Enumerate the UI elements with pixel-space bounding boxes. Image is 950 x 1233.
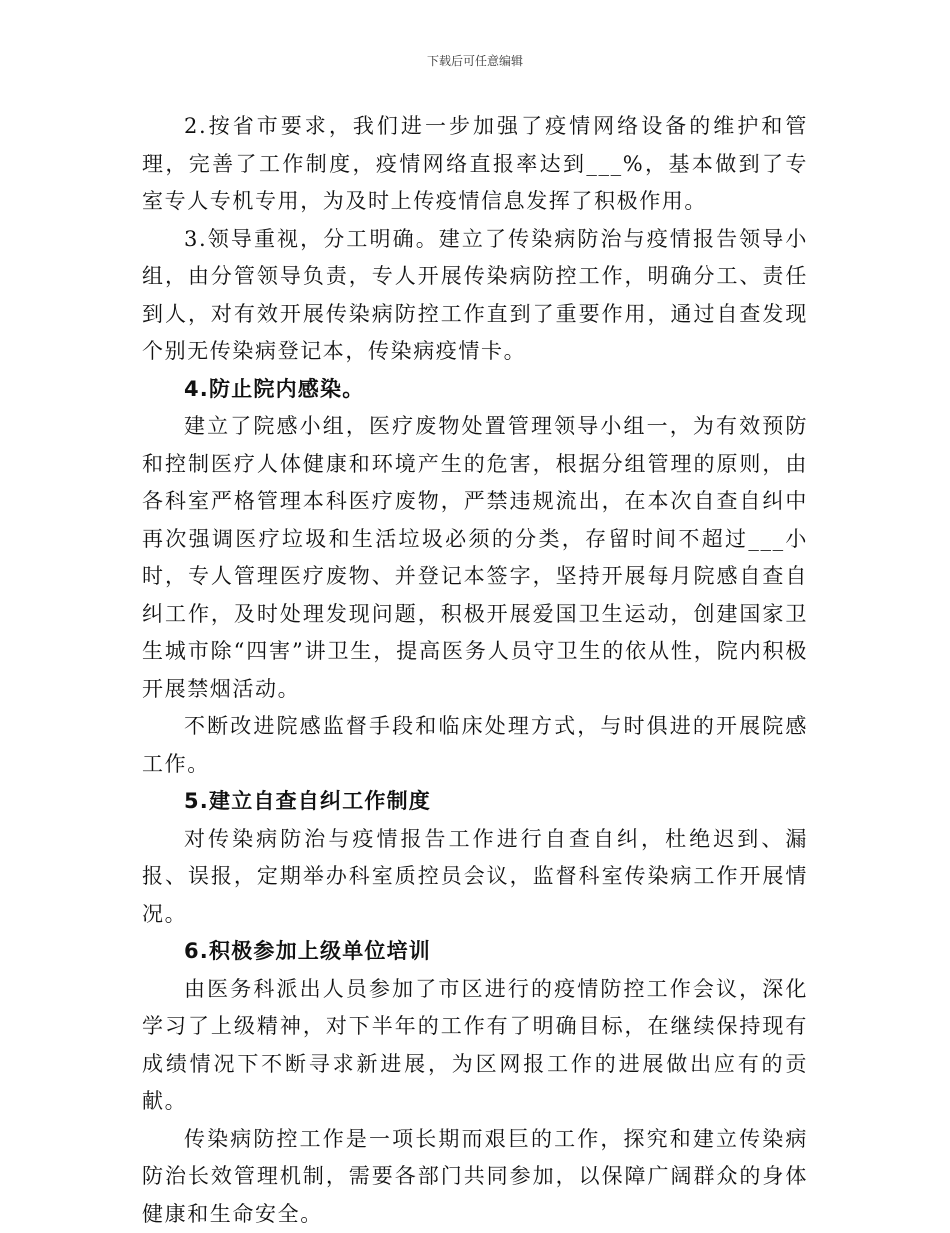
paragraph-conclusion: 传染病防控工作是一项长期而艰巨的工作，探究和建立传染病防治长效管理机制，需要各部门共同参加，以保障广阔群众的身体健康和生命安全。 [142, 1121, 808, 1233]
paragraph-2-network: 2.按省市要求，我们进一步加强了疫情网络设备的维护和管理，完善了工作制度，疫情网络直报率达到___%，基本做到了专室专人专机专用，为及时上传疫情信息发挥了积极作用。 [142, 108, 808, 221]
paragraph-training: 由医务科派出人员参加了市区进行的疫情防控工作会议，深化学习了上级精神，对下半年的工作有了明确目标，在继续保持现有成绩情况下不断寻求新进展，为区网报工作的进展做出应有的贡献。 [142, 971, 808, 1121]
document-body [142, 108, 808, 1233]
paragraph-infection-control: 建立了院感小组，医疗废物处置管理领导小组一，为有效预防和控制医疗人体健康和环境产生的危害，根据分组管理的原则，由各科室严格管理本科医疗废物，严禁违规流出，在本次自查自纠中再次强调医疗垃圾和生活垃圾必须的分类，存留时间不超过___小时，专人管理医疗废物、并登记本签字，坚持开展每月院感自查自纠工作，及时处理发现问题，积极开展爱国卫生运动，创建国家卫生城市除“四害”讲卫生，提高医务人员守卫生的依从性，院内积极开展禁烟活动。 [142, 408, 808, 708]
section-heading-6: 6.积极参加上级单位培训 [142, 933, 808, 971]
section-heading-5: 5.建立自查自纠工作制度 [142, 783, 808, 821]
paragraph-self-inspection: 对传染病防治与疫情报告工作进行自查自纠，杜绝迟到、漏报、误报，定期举办科室质控员会议，监督科室传染病工作开展情况。 [142, 821, 808, 934]
page-header: 下载后可任意编辑 [0, 52, 950, 69]
paragraph-3-leadership: 3.领导重视，分工明确。建立了传染病防治与疫情报告领导小组，由分管领导负责，专人开展传染病防控工作，明确分工、责任到人，对有效开展传染病防控工作直到了重要作用，通过自查发现个别无传染病登记本，传染病疫情卡。 [142, 221, 808, 371]
section-heading-4: 4.防止院内感染。 [142, 371, 808, 409]
paragraph-supervision: 不断改进院感监督手段和临床处理方式，与时俱进的开展院感工作。 [142, 708, 808, 783]
